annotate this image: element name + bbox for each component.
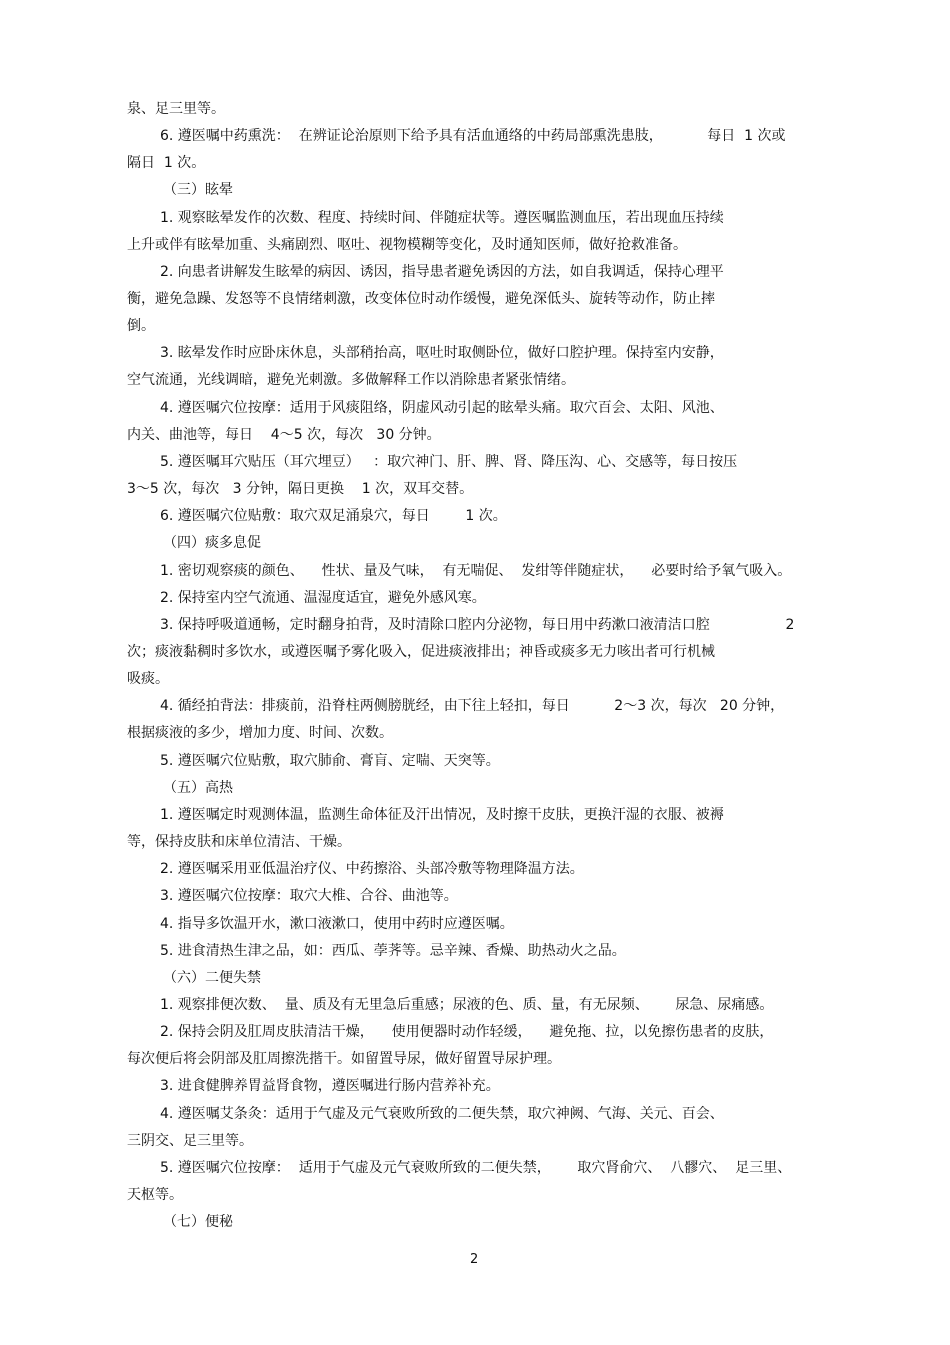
section-heading: （五）高热: [163, 780, 233, 796]
section-heading: （三）眩晕: [163, 182, 233, 198]
text-line: 4. 循经拍背法：排痰前，沿脊柱两侧膀胱经，由下往上轻扣，每日 2～3 次，每次 20 分钟，: [160, 698, 785, 714]
text-line: 天枢等。: [127, 1187, 183, 1203]
text-line: 次；痰液黏稠时多饮水，或遵医嘱予雾化吸入，促进痰液排出；神昏或痰多无力咳出者可行机械: [127, 644, 715, 660]
text-line: 3. 保持呼吸道通畅，定时翻身拍背，及时清除口腔内分泌物，每日用中药漱口液清洁口腔 2: [160, 617, 795, 633]
text-line: 内关、曲池等，每日 4～5 次，每次 30 分钟。: [127, 427, 441, 443]
section-heading: （七）便秘: [163, 1214, 233, 1230]
text-line: 三阴交、足三里等。: [127, 1133, 253, 1149]
text-line: 5. 进食清热生津之品，如：西瓜、荸荠等。忌辛辣、香燥、助热动火之品。: [160, 943, 626, 959]
text-line: 1. 密切观察痰的颜色、 性状、量及气味， 有无喘促、 发绀等伴随症状， 必要时给予氧气吸入。: [160, 563, 792, 579]
section-heading: （六）二便失禁: [163, 970, 261, 986]
page-number: 2: [470, 1252, 479, 1267]
text-line: 3. 眩晕发作时应卧床休息，头部稍抬高，呕吐时取侧卧位，做好口腔护理。保持室内安静，: [160, 345, 724, 361]
text-line: 隔日 1 次。: [127, 155, 206, 171]
text-line: 4. 遵医嘱艾条灸：适用于气虚及元气衰败所致的二便失禁，取穴神阙、气海、关元、百会、: [160, 1106, 724, 1122]
text-line: 6. 遵医嘱中药熏洗： 在辨证论治原则下给予具有活血通络的中药局部熏洗患肢， 每日 1 次或: [160, 128, 786, 144]
text-line: 倒。: [127, 318, 155, 334]
text-line: 2. 保持会阴及肛周皮肤清洁干燥， 使用便器时动作轻缓， 避免拖、拉，以免擦伤患者的皮肤，: [160, 1024, 774, 1040]
text-line: 5. 遵医嘱穴位贴敷，取穴肺俞、膏肓、定喘、天突等。: [160, 753, 500, 769]
text-line: 1. 遵医嘱定时观测体温，监测生命体征及汗出情况，及时擦干皮肤，更换汗湿的衣服、被褥: [160, 807, 724, 823]
text-line: 4. 指导多饮温开水，漱口液漱口，使用中药时应遵医嘱。: [160, 916, 514, 932]
text-line: 5. 遵医嘱穴位按摩： 适用于气虚及元气衰败所致的二便失禁， 取穴肾俞穴、 八髎穴、 足三里、: [160, 1160, 792, 1176]
text-line: 每次便后将会阴部及肛周擦洗揩干。如留置导尿，做好留置导尿护理。: [127, 1051, 561, 1067]
text-line: 2. 保持室内空气流通、温湿度适宜，避免外感风寒。: [160, 590, 486, 606]
text-line: 空气流通，光线调暗，避免光刺激。多做解释工作以消除患者紧张情绪。: [127, 372, 575, 388]
text-line: 2. 遵医嘱采用亚低温治疗仪、中药擦浴、头部冷敷等物理降温方法。: [160, 861, 584, 877]
text-line: 衡，避免急躁、发怒等不良情绪刺激，改变体位时动作缓慢，避免深低头、旋转等动作，防止摔: [127, 291, 715, 307]
text-line: 2. 向患者讲解发生眩晕的病因、诱因，指导患者避免诱因的方法，如自我调适，保持心理平: [160, 264, 724, 280]
section-heading: （四）痰多息促: [163, 535, 261, 551]
text-line: 上升或伴有眩晕加重、头痛剧烈、呕吐、视物模糊等变化，及时通知医师，做好抢救准备。: [127, 237, 687, 253]
text-line: 3. 遵医嘱穴位按摩：取穴大椎、合谷、曲池等。: [160, 888, 458, 904]
text-line: 等，保持皮肤和床单位清洁、干燥。: [127, 834, 351, 850]
text-line: 根据痰液的多少，增加力度、时间、次数。: [127, 725, 393, 741]
text-line: 吸痰。: [127, 671, 169, 687]
text-line: 3. 进食健脾养胃益肾食物，遵医嘱进行肠内营养补充。: [160, 1078, 500, 1094]
text-line: 4. 遵医嘱穴位按摩：适用于风痰阻络，阴虚风动引起的眩晕头痛。取穴百会、太阳、风池、: [160, 400, 724, 416]
text-line: 5. 遵医嘱耳穴贴压（耳穴埋豆） ：取穴神门、肝、脾、肾、降压沟、心、交感等，每日按压: [160, 454, 738, 470]
text-line: 3～5 次，每次 3 分钟，隔日更换 1 次，双耳交替。: [127, 481, 474, 497]
text-line: 6. 遵医嘱穴位贴敷：取穴双足涌泉穴，每日 1 次。: [160, 508, 507, 524]
text-line: 1. 观察排便次数、 量、质及有无里急后重感；尿液的色、质、量，有无尿频、 尿急、尿痛感。: [160, 997, 774, 1013]
text-line: 泉、足三里等。: [127, 101, 225, 117]
text-line: 1. 观察眩晕发作的次数、程度、持续时间、伴随症状等。遵医嘱监测血压，若出现血压持续: [160, 210, 724, 226]
